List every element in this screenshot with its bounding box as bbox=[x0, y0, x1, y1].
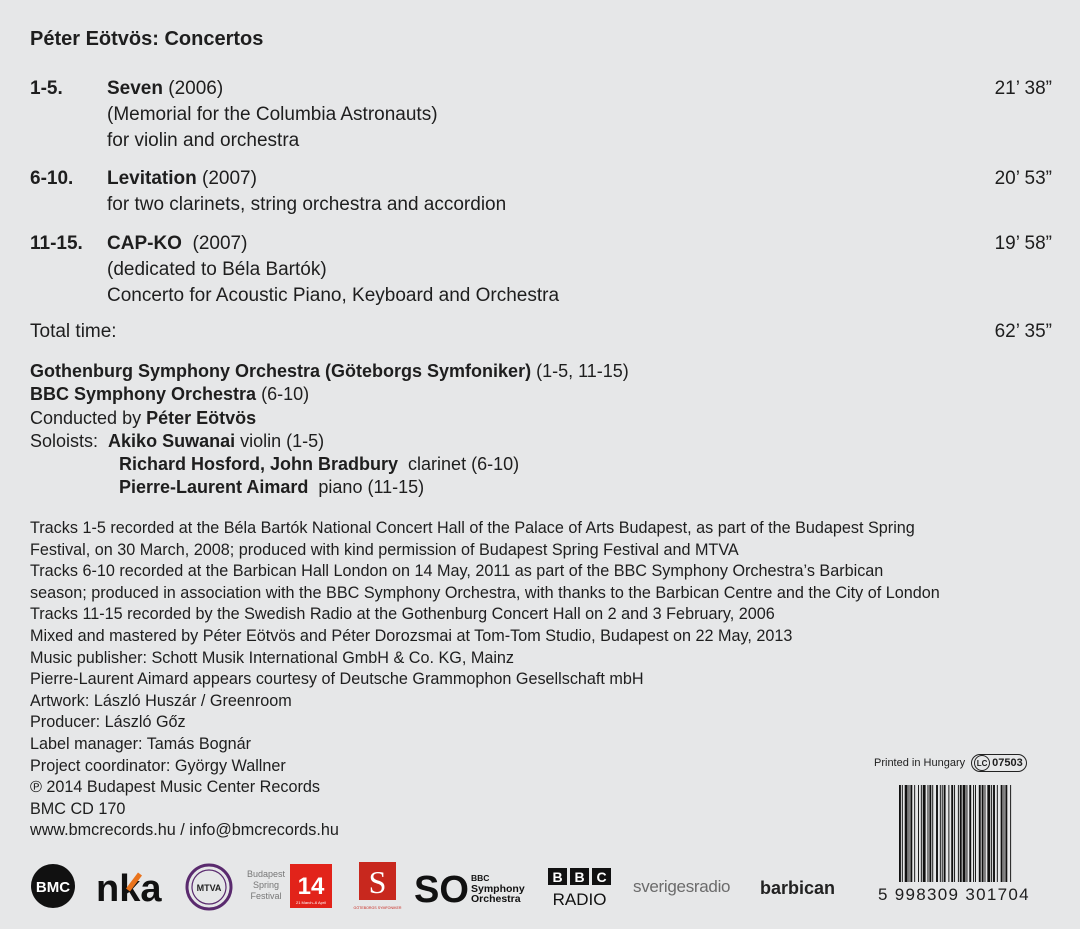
barcode-bar bbox=[1005, 785, 1007, 882]
bsf-line: Festival bbox=[250, 891, 282, 901]
track-entry bbox=[30, 76, 1052, 154]
barcode-bar bbox=[940, 785, 941, 882]
work-instrumentation: for violin and orchestra bbox=[107, 130, 300, 151]
barcode-bar bbox=[899, 785, 901, 882]
orchestra-tracks: (6-10) bbox=[261, 384, 310, 405]
barcode-bar bbox=[923, 785, 926, 882]
work-year: (2007) bbox=[202, 168, 257, 189]
bbc-letter: B bbox=[574, 869, 585, 885]
conducted-label: Conducted by bbox=[30, 407, 142, 428]
note-line: Tracks 6-10 recorded at the Barbican Hall London on 14 May, 2011 as part of the BBC Symphony Orchestra’s Barbican bbox=[30, 562, 884, 581]
barcode-bar bbox=[954, 785, 955, 882]
so-line: Symphony bbox=[471, 883, 525, 895]
bsf-number: 14 bbox=[297, 873, 325, 900]
barcode-bar bbox=[932, 785, 933, 882]
barcode-bar bbox=[905, 785, 908, 882]
sveriges-radio-logo: sverigesradio bbox=[633, 877, 731, 896]
bbc-symphony-orchestra-logo bbox=[414, 868, 532, 913]
bsf-dates: 21 March–6 April bbox=[295, 900, 327, 905]
barcode-bar bbox=[1010, 785, 1011, 882]
note-line: BMC CD 170 bbox=[30, 799, 126, 818]
goteborgs-symfoniker-logo bbox=[353, 861, 402, 918]
nka-logo bbox=[94, 864, 170, 913]
barcode-bar bbox=[997, 785, 998, 882]
barcode-bar bbox=[928, 785, 929, 882]
barcode-bar bbox=[963, 785, 966, 882]
performer-credits bbox=[30, 360, 629, 500]
barcode-bar bbox=[958, 785, 959, 882]
note-line: Music publisher: Schott Musik International GmbH & Co. KG, Mainz bbox=[30, 648, 515, 667]
barcode-digits: 5 998309 301704 bbox=[878, 885, 1030, 904]
work-title: CAP-KO bbox=[107, 233, 182, 254]
soloist-role: violin (1-5) bbox=[240, 430, 325, 451]
soloist-name: Richard Hosford, John Bradbury bbox=[119, 454, 399, 475]
note-line: Project coordinator: György Wallner bbox=[30, 756, 286, 775]
label-code-number: 07503 bbox=[992, 757, 1023, 769]
mtva-logo bbox=[185, 863, 233, 916]
note-line: season; produced in association with the BBC Symphony Orchestra, with thanks to the Barbican Centre and the City of London bbox=[30, 583, 940, 602]
barcode-bar bbox=[991, 785, 992, 882]
work-title: Seven bbox=[107, 78, 163, 99]
barcode-bar bbox=[918, 785, 919, 882]
label-code bbox=[971, 754, 1027, 772]
gs-logo-text: GÖTEBORGS SYMFONIKER bbox=[353, 906, 402, 910]
note-line: Tracks 1-5 recorded at the Béla Bartók National Concert Hall of the Palace of Arts Budapest, as part of the Budapest Spring bbox=[30, 519, 915, 537]
barcode-bar bbox=[993, 785, 995, 882]
barcode-bar bbox=[960, 785, 962, 882]
bbc-letter: B bbox=[552, 869, 563, 885]
so-line: Orchestra bbox=[471, 893, 521, 905]
barcode-bar bbox=[910, 785, 912, 882]
printed-label: Printed in Hungary bbox=[874, 757, 966, 769]
soloists-label: Soloists: bbox=[30, 430, 99, 451]
work-instrumentation: Concerto for Acoustic Piano, Keyboard and Orchestra bbox=[107, 285, 560, 306]
budapest-spring-festival-logo bbox=[244, 864, 336, 915]
barcode-bar bbox=[909, 785, 910, 882]
barcode-bar bbox=[1004, 785, 1005, 882]
note-line: Tracks 11-15 recorded by the Swedish Radio at the Gothenburg Concert Hall on 2 and 3 February, 2006 bbox=[30, 605, 775, 624]
album-title: Péter Eötvös: Concertos bbox=[30, 28, 264, 50]
total-time-value: 62’ 35” bbox=[994, 321, 1052, 342]
soloist-role: piano (11-15) bbox=[318, 477, 425, 498]
bsf-line: Budapest bbox=[246, 869, 286, 879]
barcode-bar bbox=[973, 785, 974, 882]
note-line: Producer: László Gőz bbox=[30, 713, 186, 732]
barcode-bar bbox=[1001, 785, 1003, 882]
track-number: 11-15. bbox=[30, 233, 83, 254]
barcode bbox=[899, 785, 1041, 882]
note-line: ℗ 2014 Budapest Music Center Records bbox=[30, 778, 320, 797]
work-subtitle: (dedicated to Béla Bartók) bbox=[107, 259, 327, 280]
bsf-logo-mark bbox=[244, 864, 336, 910]
bmc-logo-text: BMC bbox=[35, 879, 71, 896]
barcode-bar bbox=[936, 785, 938, 882]
barcode-bar bbox=[987, 785, 990, 882]
barcode-bar bbox=[914, 785, 915, 882]
barcode-bar bbox=[921, 785, 922, 882]
barcode-bar bbox=[966, 785, 967, 882]
bbc-radio-logo bbox=[546, 866, 614, 915]
barcode-bar bbox=[929, 785, 931, 882]
conductor-name: Péter Eötvös bbox=[146, 407, 257, 428]
barcode-bar bbox=[975, 785, 976, 882]
bsf-line: Spring bbox=[252, 880, 280, 890]
bbcso-logo-mark bbox=[414, 868, 532, 911]
printed-in bbox=[874, 754, 1027, 772]
bbc-radio-text: RADIO bbox=[552, 890, 607, 909]
bmc-logo-mark bbox=[30, 863, 76, 909]
soloist-name: Akiko Suwanai bbox=[108, 430, 236, 451]
bmc-logo bbox=[30, 863, 76, 914]
note-line: Festival, on 30 March, 2008; produced with kind permission of Budapest Spring Festival and MTVA bbox=[30, 540, 739, 559]
barcode-bar bbox=[985, 785, 986, 882]
orchestra-tracks: (1-5, 11-15) bbox=[536, 361, 629, 381]
track-duration: 21’ 38” bbox=[994, 78, 1052, 99]
track-duration: 20’ 53” bbox=[994, 168, 1052, 189]
so-mark: SO bbox=[414, 869, 469, 911]
soloist-name: Pierre-Laurent Aimard bbox=[119, 477, 309, 498]
barcode-bar bbox=[948, 785, 949, 882]
nka-logo-mark bbox=[94, 864, 170, 908]
note-line: Artwork: László Huszár / Greenroom bbox=[30, 691, 292, 710]
bbc-radio-logo-mark bbox=[546, 866, 614, 910]
work-title: Levitation bbox=[107, 168, 197, 189]
barcode-bar bbox=[942, 785, 943, 882]
track-number: 6-10. bbox=[30, 168, 74, 189]
nka-logo-text: nka bbox=[96, 868, 162, 910]
bbc-letter: C bbox=[596, 869, 607, 885]
track-number: 1-5. bbox=[30, 78, 63, 99]
barcode-bar bbox=[969, 785, 971, 882]
so-bbc: BBC bbox=[471, 873, 490, 883]
work-instrumentation: for two clarinets, string orchestra and accordion bbox=[107, 194, 507, 215]
track-entry bbox=[30, 231, 1052, 309]
note-line: Pierre-Laurent Aimard appears courtesy of Deutsche Grammophon Gesellschaft mbH bbox=[30, 670, 644, 689]
barcode-bar bbox=[944, 785, 946, 882]
work-year: (2007) bbox=[192, 233, 248, 254]
barcode-bar bbox=[982, 785, 984, 882]
track-duration: 19’ 58” bbox=[994, 233, 1052, 254]
track-entry bbox=[30, 166, 1052, 218]
mtva-logo-mark bbox=[185, 863, 233, 911]
total-time-row bbox=[30, 321, 1052, 343]
total-time-label: Total time: bbox=[30, 321, 117, 342]
barcode-bar bbox=[979, 785, 981, 882]
orchestra-name: BBC Symphony Orchestra bbox=[30, 384, 257, 405]
gs-logo-mark bbox=[353, 861, 402, 913]
barcode-bar bbox=[951, 785, 953, 882]
lc-icon: LC bbox=[974, 755, 990, 771]
barbican-logo: barbican bbox=[760, 878, 836, 898]
gs-logo-letter: S bbox=[368, 864, 387, 900]
barcode-bar bbox=[902, 785, 903, 882]
mtva-logo-text: MTVA bbox=[196, 883, 222, 893]
note-line: Mixed and mastered by Péter Eötvös and Péter Dorozsmai at Tom-Tom Studio, Budapest on 22 May, 2013 bbox=[30, 626, 793, 645]
orchestra-name: Gothenburg Symphony Orchestra (Göteborgs Symfoniker) bbox=[30, 361, 532, 381]
work-year: (2006) bbox=[168, 78, 224, 99]
soloist-role: clarinet (6-10) bbox=[408, 454, 520, 475]
note-line: www.bmcrecords.hu / info@bmcrecords.hu bbox=[30, 821, 339, 840]
note-line: Label manager: Tamás Bognár bbox=[30, 734, 252, 753]
work-subtitle: (Memorial for the Columbia Astronauts) bbox=[107, 104, 438, 125]
